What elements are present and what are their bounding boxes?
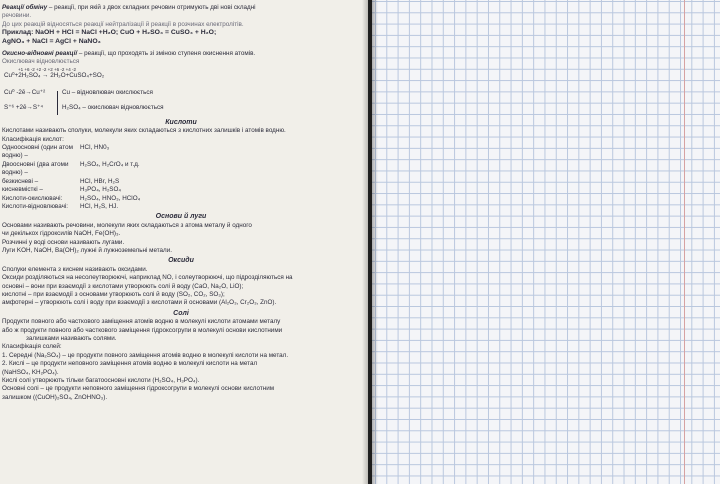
acids-heading: Кислоти	[165, 118, 197, 126]
oxides-line-5: амфотерні – утворюють солі і воду при взаємодії з кислотами й основами (Al₂O₃, Cr₂O₃, ZnO).	[2, 299, 277, 307]
bases-line-1: Основами називають речовини, молекули яких складаються з атома металу й одного	[2, 221, 252, 229]
redox-term: Окисно-відновні реакції	[2, 50, 78, 58]
oxides-line-2: Оксиди розділяються на несолеутворюючі, наприклад NO, і солеутворюючі, що підрозділяються на	[2, 274, 293, 282]
salts-heading: Солі	[173, 309, 189, 317]
salts-line-2: або ж продукти повного або часткового заміщення гідроксогрупи в молекулі основи кислотними	[2, 326, 283, 334]
exchange-term: Реакції обміну	[2, 4, 48, 11]
examples-line-1: Приклад: NaOH + HCl = NaCl +H₂O; CuO + H₂SO₄ = CuSO₄ + H₂O;	[2, 29, 217, 37]
margin-line	[684, 0, 685, 484]
oxides-heading: Оксиди	[168, 257, 194, 265]
salts-line-1: Продукти повного або часткового заміщення атомів водню в молекулі кислоти атомами металу	[2, 318, 281, 326]
exchange-paragraph	[2, 4, 360, 12]
salts-line-4: Класифікація солей:	[2, 343, 62, 351]
bases-line-3: Розчинні у воді основи називають лугами.	[2, 238, 125, 246]
acids-def: Кислотами називають сполуки, молекули яких складаються з кислотних залишків і атомів водню.	[2, 127, 286, 135]
salts-line-10: залишком ((CuOH)₂SO₄, ZnOHNO₃).	[2, 393, 108, 401]
book-gutter	[362, 0, 378, 484]
redox-half-2-desc: H₂SO₄ – окислювач відновлюється	[62, 103, 164, 111]
redox-half-1-desc: Cu – відновлювач окислюється	[62, 88, 153, 96]
salts-line-5: 1. Середні (Na₂SO₄) – це продукти повного заміщення атомів водню в молекулі кислоти на метал.	[2, 351, 289, 359]
salts-line-7: (NaHSO₄, KH₂PO₄).	[2, 368, 59, 376]
acid-row: кисневмісткі – H₃PO₄, H₂SO₄	[2, 186, 121, 194]
exchange-note: До цих реакцій відносяться реакції нейтралізації й реакції в розчинах електролітів.	[2, 20, 244, 28]
salts-line-8: Кислі солі утворюють тільки багатоосновні кислоти (H₂SO₄, H₃PO₄).	[2, 377, 200, 385]
redox-def: – реакції, що проходять зі зміною ступеня окиснення атомів.	[77, 50, 256, 58]
redox-block	[2, 67, 360, 117]
oxides-line-1: Сполуки елемента з киснем називають оксидами.	[2, 265, 148, 273]
redox-half-2: S⁺⁶ +2ē→S⁺⁴	[4, 103, 44, 111]
redox-oxidation-states: +1 +6 -2 +2 -2 +2 +6 -2 +4 -2	[18, 66, 77, 72]
redox-note: Окислювач відновлюється	[2, 58, 80, 66]
redox-divider	[57, 91, 58, 115]
oxides-line-3: основні – вони при взаємодії з кислотами утворюють солі й воду (CaO, Na₂O, LiO);	[2, 282, 244, 290]
salts-line-6: 2. Кислі – це продукти неповного заміщення атомів водню в молекулі кислоти на метал	[2, 360, 258, 368]
salts-line-9: Основні солі – це продукти неповного заміщення гідроксогрупи в молекулі основи кислотним	[2, 385, 275, 393]
bases-heading: Основи й луги	[155, 213, 207, 221]
bases-line-2: чи декількох гідроксилів NaOH, Fe(OH)₃.	[2, 230, 121, 238]
grid-page	[372, 0, 720, 484]
oxides-line-4: кислотні – при взаємодії з основами утворюють солі й воду (SO₂, CO₂, SO₃);	[2, 290, 225, 298]
acids-class: Класифікація кислот:	[2, 135, 64, 143]
acid-row: Кислоти-відновлювачі: HCl, H₂S, HJ.	[2, 202, 119, 210]
redox-half-1: Cu⁰ -2ē→Cu⁺²	[4, 88, 46, 96]
examples-line-2: AgNO₃ + NaCl = AgCl + NaNO₃	[2, 37, 101, 45]
acid-row: Кислоти-окислювачі: H₂SO₄, HNO₃, HClO₄	[2, 194, 141, 202]
exchange-def: – реакції, при якій з двох складних речовин отримують дві нові складні	[47, 4, 256, 11]
acid-row: Двоосновні (два атоми водню) – H₂SO₄, H₂CrO₄ и т.д.	[2, 160, 140, 177]
acid-row: безкисневі – HCl, HBr, H₂S	[2, 177, 120, 185]
bases-line-4: Луги KOH, NaOH, Ba(OH)₂ лужні й лужноземельні метали.	[2, 246, 173, 254]
redox-equation: Cu⁰+2H₂SO₄ → 2H₂O+CuSO₄+SO₂	[4, 71, 105, 79]
acid-row: Одноосновні (один атом водню) – HCl, HN0₃	[2, 144, 110, 160]
salts-line-3: залишками називають солями.	[26, 335, 117, 342]
exchange-def-2: речовини.	[2, 12, 32, 20]
